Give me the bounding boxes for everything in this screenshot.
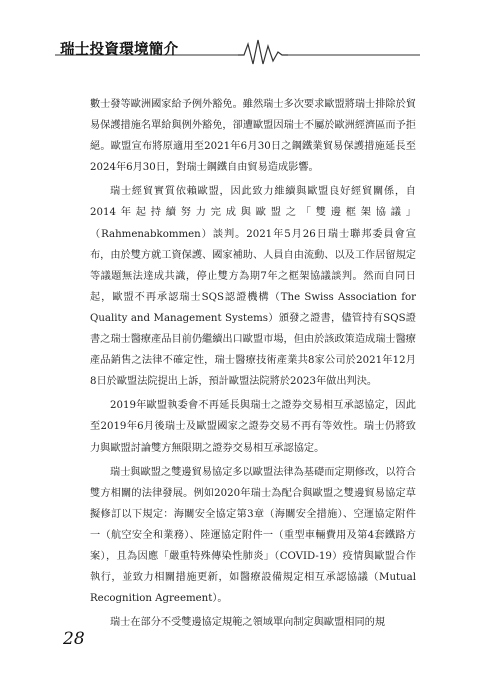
paragraph: 2019年歐盟執委會不再延長與瑞士之證券交易相互承認協定，因此至2019年6月後瑞士及歐盟國家之證券交易不再有等效性。瑞士仍將致力與歐盟討論雙方無限期之證券交易相互承認協定。: [90, 400, 416, 454]
running-header: [0, 30, 480, 66]
body-text: [90, 94, 416, 636]
paragraph: 瑞士經貿實質依賴歐盟，因此致力維續與歐盟良好經貿關係，自2014年起持續努力完成與歐盟之「雙邊框架協議」（Rahmenabkommen）談判。2021年5月26日瑞士聯邦委員會宣布，由於雙方就工資保護、國家補助、人員自由流動、以及工作居留規定等議題無法達成共識，停止雙方為期7年之框架協議談判。然而自同日起，歐盟不再承認瑞士SQS認證機構（The Swiss Association for Quality and Management Systems）頒發之證書，儘管持有SQS證書之瑞士醫療產品目前仍繼續出口歐盟市場，但由於該政策造成瑞士醫療產品銷售之法律不確定性，瑞士醫療技術產業共8家公司於2021年12月8日於歐盟法院提出上訴，預計歐盟法院將於2023年做出判決。: [90, 186, 416, 388]
paragraph: 數士發等歐洲國家給予例外豁免。雖然瑞士多次要求歐盟將瑞士排除於貿易保護措施名單給與例外豁免，卻遭歐盟因瑞士不屬於歐洲經濟區而予拒絕。歐盟宣布將原適用至2021年6月30日之鋼鐵業貿易保護措施延長至2024年6月30日，對瑞士鋼鐵自由貿易造成影響。: [90, 99, 416, 174]
paragraph: 瑞士在部分不受雙邊協定規範之領域單向制定與歐盟相同的規: [110, 617, 386, 629]
page-number: 28: [63, 629, 85, 649]
paragraph: 瑞士與歐盟之雙邊貿易協定多以歐盟法律為基礎而定期修改，以符合雙方相關的法律發展。例如2020年瑞士為配合與歐盟之雙邊貿易協定草擬修訂以下規定：海關安全協定第3章（海關安全措施）、空運協定附件一（航空安全和業務）、陸運協定附件一（重型車輛費用及第4套鐵路方案），且為因應「嚴重特殊傳染性肺炎」（COVID-19）疫情與歐盟合作執行，並致力相關措施更新，如醫療設備規定相互承認協議（Mutual Recognition Agreement）。: [90, 466, 416, 605]
pulse-line-icon: [238, 40, 288, 64]
header-title: 瑞士投資環境簡介: [60, 42, 179, 58]
